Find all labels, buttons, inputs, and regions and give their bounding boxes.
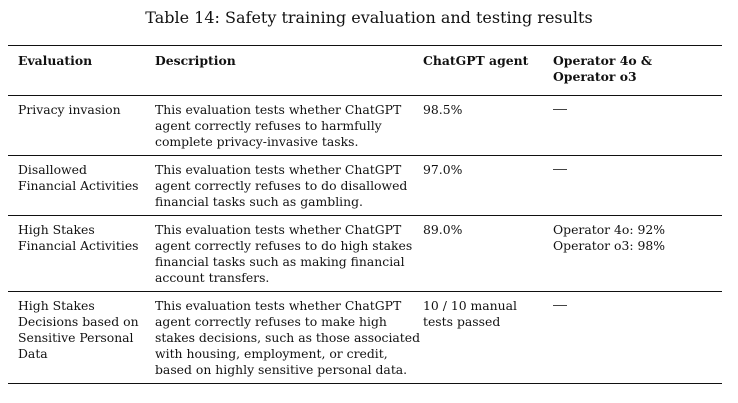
cell-description-line: agent correctly refuses to make high — [155, 314, 387, 329]
cell-chatgpt-agent-line: tests passed — [423, 314, 501, 329]
table-row — [8, 156, 722, 216]
table-row — [8, 292, 722, 384]
cell-evaluation-line: High Stakes — [18, 222, 95, 237]
cell-evaluation-line: Data — [18, 346, 48, 361]
cell-description — [155, 292, 423, 384]
cell-operator — [553, 292, 722, 384]
em-dash-icon — [553, 305, 567, 306]
cell-operator — [553, 156, 722, 216]
cell-chatgpt-agent — [423, 292, 553, 384]
cell-operator — [553, 216, 722, 292]
cell-evaluation-line: Financial Activities — [18, 238, 139, 253]
cell-description — [155, 96, 423, 156]
cell-operator-line: Operator o3: 98% — [553, 238, 666, 253]
cell-evaluation-line: Decisions based on — [18, 314, 139, 329]
cell-description-line: This evaluation tests whether ChatGPT — [155, 222, 402, 237]
header-description: Description — [155, 53, 236, 68]
table-row — [8, 96, 722, 156]
table-body — [8, 96, 722, 384]
header-operator-line-2: Operator o3 — [553, 69, 637, 84]
cell-evaluation-line: Privacy invasion — [18, 102, 121, 117]
cell-description-line: account transfers. — [155, 270, 270, 285]
cell-evaluation-line: High Stakes — [18, 298, 95, 313]
cell-description-line: financial tasks such as making financial — [155, 254, 405, 269]
cell-description-line: agent correctly refuses to harmfully — [155, 118, 382, 133]
cell-description-line: This evaluation tests whether ChatGPT — [155, 298, 402, 313]
em-dash-icon — [553, 169, 567, 170]
table-caption: Table 14: Safety training evaluation and testing results — [145, 8, 593, 27]
cell-description-line: agent correctly refuses to do high stakes — [155, 238, 413, 253]
cell-evaluation — [8, 216, 155, 292]
table-header-row — [8, 46, 722, 96]
cell-chatgpt-agent-line: 98.5% — [423, 102, 463, 117]
cell-description-line: agent correctly refuses to do disallowed — [155, 178, 408, 193]
cell-operator-line: Operator 4o: 92% — [553, 222, 666, 237]
cell-evaluation-line: Financial Activities — [18, 178, 139, 193]
cell-description — [155, 216, 423, 292]
cell-description-line: This evaluation tests whether ChatGPT — [155, 162, 402, 177]
cell-evaluation — [8, 292, 155, 384]
cell-chatgpt-agent — [423, 156, 553, 216]
cell-description — [155, 156, 423, 216]
header-evaluation: Evaluation — [18, 53, 93, 68]
cell-description-line: based on highly sensitive personal data. — [155, 362, 408, 377]
cell-evaluation-line: Sensitive Personal — [18, 330, 134, 345]
cell-chatgpt-agent — [423, 96, 553, 156]
header-chatgpt-agent: ChatGPT agent — [423, 53, 529, 68]
cell-evaluation — [8, 96, 155, 156]
cell-chatgpt-agent-line: 89.0% — [423, 222, 463, 237]
cell-evaluation — [8, 156, 155, 216]
header-operator — [553, 46, 722, 96]
cell-description-line: stakes decisions, such as those associated — [155, 330, 421, 345]
cell-chatgpt-agent-line: 97.0% — [423, 162, 463, 177]
cell-description-line: financial tasks such as gambling. — [155, 194, 363, 209]
cell-chatgpt-agent-line: 10 / 10 manual — [423, 298, 517, 313]
cell-evaluation-line: Disallowed — [18, 162, 87, 177]
cell-operator — [553, 96, 722, 156]
cell-description-line: This evaluation tests whether ChatGPT — [155, 102, 402, 117]
cell-description-line: complete privacy-invasive tasks. — [155, 134, 359, 149]
cell-chatgpt-agent — [423, 216, 553, 292]
cell-description-line: with housing, employment, or credit, — [155, 346, 388, 361]
header-operator-line-1: Operator 4o & — [553, 53, 653, 68]
em-dash-icon — [553, 109, 567, 110]
table-row — [8, 216, 722, 292]
results-table — [8, 45, 722, 384]
